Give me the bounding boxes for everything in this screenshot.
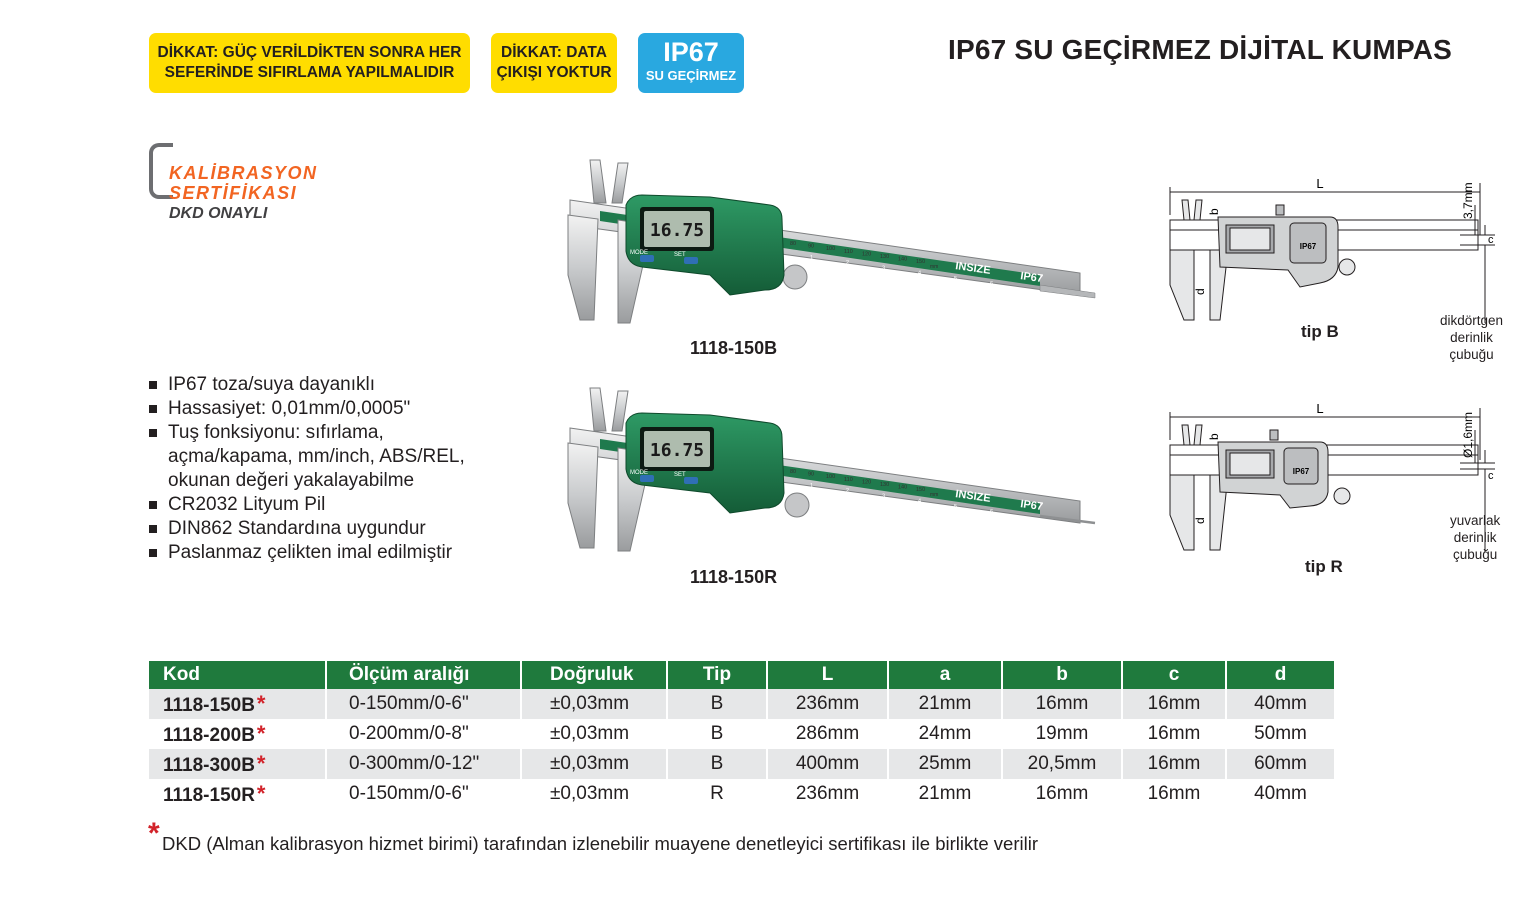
feature-item: CR2032 Lityum Pil	[148, 493, 465, 517]
cell-code	[149, 779, 326, 809]
ip67-badge-subtitle: SU GEÇİRMEZ	[645, 68, 737, 83]
scale-tick-label-inch: 5	[954, 275, 958, 282]
code-text: 1118-200B	[163, 725, 255, 746]
rod-note-line: derinlik	[1453, 530, 1497, 545]
page-title: IP67 SU GEÇİRMEZ DİJİTAL KUMPAS	[948, 34, 1453, 65]
table-row	[149, 689, 1334, 719]
diagram-b-tip-label: tip B	[1301, 322, 1339, 341]
scale-tick-label: 90	[808, 471, 815, 478]
scale-tick-label-inch: 3	[882, 265, 886, 272]
ip67-badge	[638, 33, 744, 93]
table-row	[149, 779, 1334, 809]
scale-tick-label: 110	[844, 476, 853, 483]
cell: 40mm	[1226, 689, 1334, 719]
table-row	[149, 749, 1334, 779]
model-label-b: 1118-150B	[690, 338, 778, 358]
scale-tick-label-inch: 4	[918, 498, 922, 505]
cell: 400mm	[767, 749, 888, 779]
cell: 60mm	[1226, 749, 1334, 779]
header-d: d	[1226, 661, 1334, 689]
star-mark: *	[256, 691, 266, 716]
header-kod: Kod	[149, 661, 326, 689]
table-header-row	[149, 661, 1334, 689]
scale-tick-label: 120	[862, 479, 872, 486]
spec-table	[149, 661, 1334, 809]
cell: 16mm	[1122, 779, 1226, 809]
diagram-b-rod-dim: 3,7mm	[1461, 182, 1475, 219]
scale-tick-label: 100	[826, 246, 836, 253]
cell: 0-200mm/0-8"	[326, 719, 521, 749]
header-c: c	[1122, 661, 1226, 689]
header-accuracy: Doğruluk	[521, 661, 667, 689]
diagram-r-rod-note	[1450, 512, 1500, 563]
diagram-b-L-label: L	[1316, 176, 1324, 191]
rod-note-line: çubuğu	[1452, 547, 1498, 562]
scale-tick-label-inch: 2	[846, 488, 850, 495]
cell: 50mm	[1226, 719, 1334, 749]
diagram-r-b-label: b	[1207, 433, 1221, 440]
caliper-mode-label-r: MODE	[630, 470, 648, 476]
header-a: a	[888, 661, 1002, 689]
cell: 236mm	[767, 779, 888, 809]
caliper-mode-label-b: MODE	[630, 250, 648, 256]
calibration-line2: SERTİFİKASI	[169, 183, 298, 203]
cell: 20,5mm	[1002, 749, 1122, 779]
diagram-r-rod-dim: Ø1,6mm	[1461, 411, 1475, 458]
cell: 0-150mm/0-6"	[326, 779, 521, 809]
cell: ±0,03mm	[521, 719, 667, 749]
scale-tick-label: 80	[790, 469, 797, 475]
feature-item: Hassasiyet: 0,01mm/0,0005"	[148, 397, 465, 421]
warning-reset-line1: DİKKAT: GÜÇ VERİLDİKTEN SONRA HER	[157, 44, 462, 61]
caliper-brand-b: INSIZE	[954, 260, 992, 277]
diagram-b-c-label: c	[1488, 234, 1494, 246]
scale-tick-label: 110	[844, 248, 853, 255]
cell: B	[667, 749, 767, 779]
calibration-line1: KALİBRASYON	[169, 163, 318, 183]
caliper-ip-mark-r: IP67	[1019, 498, 1044, 514]
scale-tick-label-inch: 1	[810, 483, 814, 489]
calibration-line3: DKD ONAYLI	[169, 205, 268, 222]
scale-tick-label: 90	[808, 243, 815, 250]
cell: 16mm	[1122, 719, 1226, 749]
cell: 16mm	[1122, 749, 1226, 779]
footnote-star: *	[148, 817, 160, 850]
diagram-type-r	[1160, 400, 1500, 560]
feature-item: Tuş fonksiyonu: sıfırlama,	[148, 421, 465, 445]
model-label-r: 1118-150R	[690, 567, 778, 587]
cell: 16mm	[1002, 689, 1122, 719]
caliper-ip-mark-b: IP67	[1019, 270, 1044, 286]
rod-note-line: yuvarlak	[1450, 513, 1501, 528]
scale-tick-label-inch: 6	[990, 509, 994, 515]
cell: 25mm	[888, 749, 1002, 779]
cell: ±0,03mm	[521, 779, 667, 809]
scale-tick-label: 100	[826, 474, 836, 481]
diagram-r-c-label: c	[1488, 470, 1494, 482]
feature-list	[148, 373, 465, 565]
diagram-b-logo: IP67	[1299, 242, 1317, 251]
scale-tick-label: 150	[916, 259, 926, 266]
caliper-set-label-b: SET	[674, 252, 686, 258]
warning-badge-data	[491, 33, 617, 93]
caliper-display-b: 16.75	[649, 220, 705, 241]
cell: 16mm	[1002, 779, 1122, 809]
scale-tick-label: 140	[898, 484, 908, 491]
scale-unit-label: mm	[930, 264, 939, 270]
warning-reset-line2: SEFERİNDE SIFIRLAMA YAPILMALIDIR	[164, 64, 455, 81]
scale-tick-label-inch: 4	[918, 270, 922, 277]
scale-tick-label: 120	[862, 251, 872, 258]
cell-code	[149, 719, 326, 749]
warning-data-line2: ÇIKIŞI YOKTUR	[496, 64, 612, 81]
scale-tick-label-inch: 3	[882, 493, 886, 500]
diagram-r-logo: IP67	[1292, 467, 1310, 476]
header-tip: Tip	[667, 661, 767, 689]
diagram-b-d-label: d	[1193, 288, 1207, 295]
scale-tick-label: 130	[880, 482, 890, 488]
star-mark: *	[256, 721, 266, 746]
rod-note-line: dikdörtgen	[1440, 313, 1504, 328]
caliper-brand-r: INSIZE	[954, 488, 992, 505]
cell: 236mm	[767, 689, 888, 719]
code-text: 1118-300B	[163, 755, 255, 776]
diagram-r-d-label: d	[1193, 517, 1207, 524]
warning-badge-reset	[149, 33, 470, 93]
cell: B	[667, 719, 767, 749]
cell: 0-150mm/0-6"	[326, 689, 521, 719]
cell: 0-300mm/0-12"	[326, 749, 521, 779]
rod-note-line: çubuğu	[1449, 347, 1494, 362]
feature-item-continued: açma/kapama, mm/inch, ABS/REL,	[168, 446, 465, 467]
scale-tick-label: 130	[880, 254, 890, 260]
diagram-b-rod-note	[1440, 312, 1503, 363]
cell: 286mm	[767, 719, 888, 749]
cell: ±0,03mm	[521, 689, 667, 719]
cell: B	[667, 689, 767, 719]
feature-item: IP67 toza/suya dayanıklı	[148, 373, 465, 397]
caliper-set-label-r: SET	[674, 472, 686, 478]
cell: ±0,03mm	[521, 749, 667, 779]
cell: 19mm	[1002, 719, 1122, 749]
cell-code	[149, 689, 326, 719]
scale-tick-label-inch: 6	[990, 281, 994, 287]
diagram-r-tip-label: tip R	[1305, 557, 1343, 576]
feature-item: Paslanmaz çelikten imal edilmiştir	[148, 541, 465, 565]
cell: 40mm	[1226, 779, 1334, 809]
cell: R	[667, 779, 767, 809]
code-text: 1118-150B	[163, 695, 255, 716]
footnote-text: DKD (Alman kalibrasyon hizmet birimi) tarafından izlenebilir muayene denetleyici sertifikası ile birlikte verilir	[162, 833, 1038, 854]
table-row	[149, 719, 1334, 749]
header-L: L	[767, 661, 888, 689]
header-range: Ölçüm aralığı	[326, 661, 521, 689]
cell: 16mm	[1122, 689, 1226, 719]
scale-tick-label: 80	[790, 241, 797, 247]
rod-note-line: derinlik	[1450, 330, 1493, 345]
cell-code	[149, 749, 326, 779]
scale-tick-label-inch: 2	[846, 260, 850, 267]
scale-unit-label: mm	[930, 492, 939, 498]
star-mark: *	[256, 751, 266, 776]
scale-tick-label: 140	[898, 256, 908, 263]
cell: 21mm	[888, 689, 1002, 719]
feature-item-continued: okunan değeri yakalayabilme	[168, 470, 415, 491]
caliper-image-r	[560, 383, 1105, 558]
scale-tick-label-inch: 5	[954, 503, 958, 510]
ip67-badge-rating: IP67	[663, 37, 719, 67]
caliper-display-r: 16.75	[649, 440, 705, 461]
scale-tick-label: 150	[916, 487, 926, 494]
cell: 21mm	[888, 779, 1002, 809]
star-mark: *	[256, 781, 266, 806]
diagram-r-L-label: L	[1316, 401, 1324, 416]
scale-tick-label-inch: 1	[810, 255, 814, 261]
code-text: 1118-150R	[163, 785, 255, 806]
cell: 24mm	[888, 719, 1002, 749]
caliper-image-b	[560, 155, 1105, 330]
warning-data-line1: DİKKAT: DATA	[501, 44, 607, 61]
feature-item: DIN862 Standardına uygundur	[148, 517, 465, 541]
diagram-type-b	[1160, 175, 1500, 330]
diagram-b-b-label: b	[1207, 208, 1221, 215]
header-b: b	[1002, 661, 1122, 689]
